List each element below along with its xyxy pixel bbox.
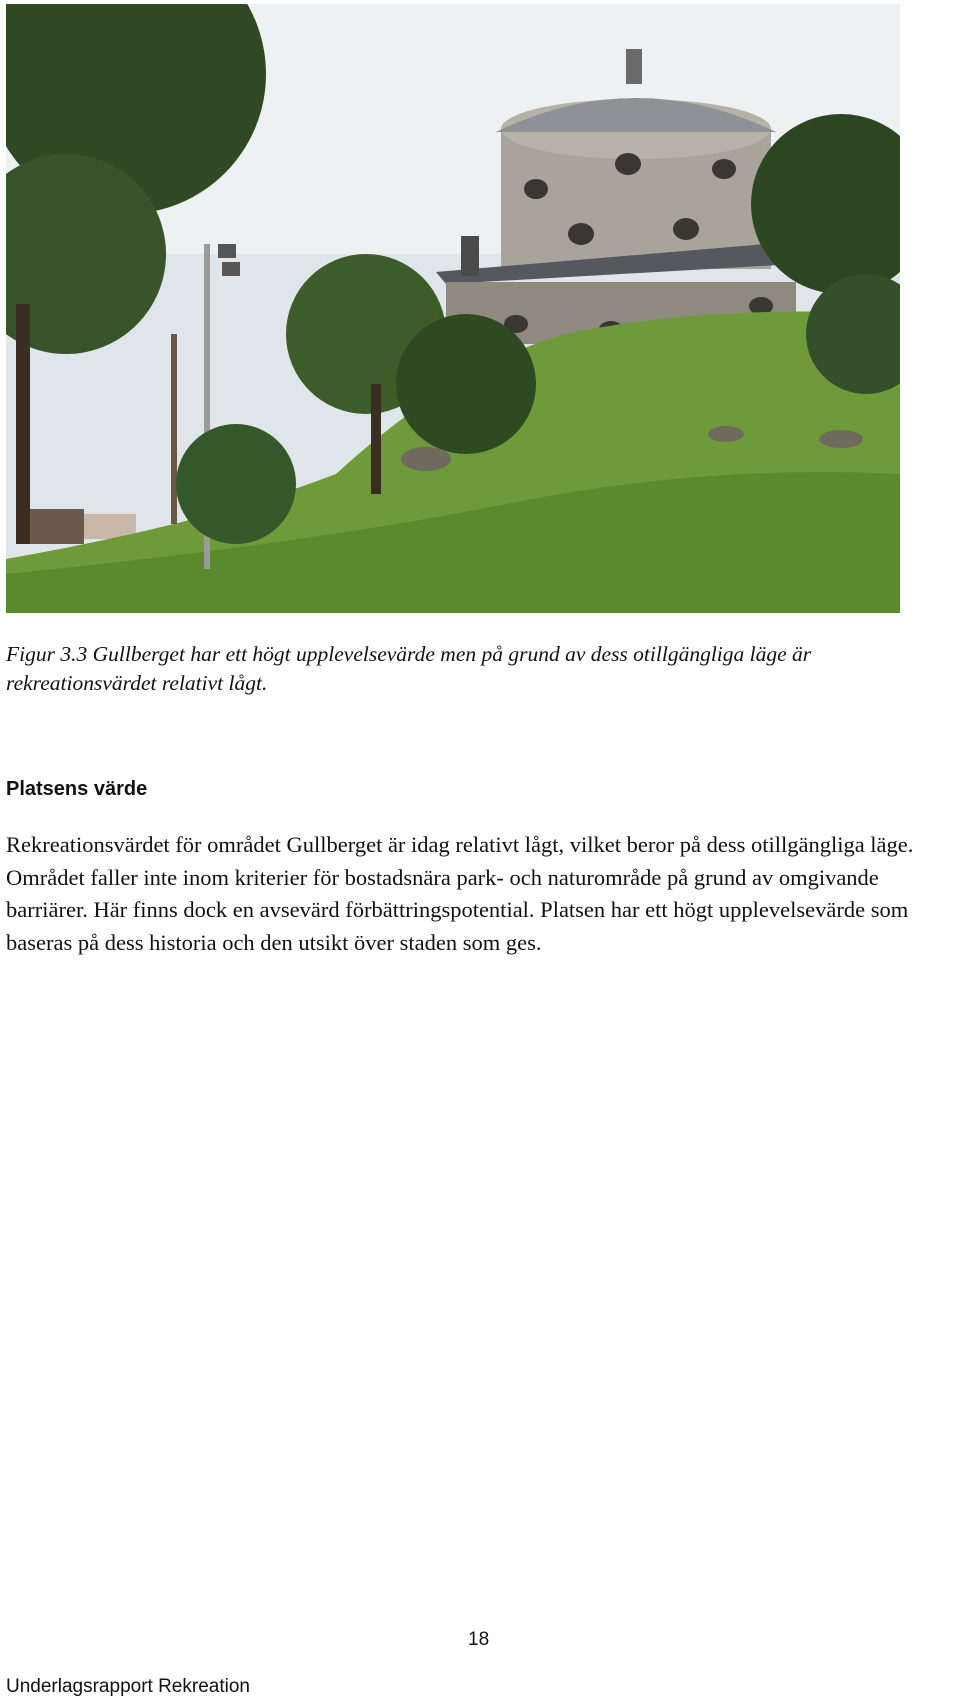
page-footer: Underlagsrapport Rekreation xyxy=(6,1676,250,1697)
section-body: Rekreationsvärdet för området Gullberget är idag relativt lågt, vilket beror på dess otillgängliga läge. Området faller inte inom kriterier för bostadsnära park- och naturområde på grund av omgivande barriärer. Här finns dock en avsevärd förbättringspotential. Platsen har ett högt upplevelsevärde som baseras på dess historia och den utsikt över staden som ges. xyxy=(6,832,914,955)
section-heading: Platsens värde xyxy=(6,778,148,800)
figure-caption: Figur 3.3 Gullberget har ett högt upplevelsevärde men på grund av dess otillgängliga läge är rekreationsvärdet relativt lågt. xyxy=(6,642,812,695)
photo-gullberget-fortress xyxy=(6,4,900,613)
figure-photo xyxy=(6,4,900,613)
page-number: 18 xyxy=(468,1629,490,1650)
